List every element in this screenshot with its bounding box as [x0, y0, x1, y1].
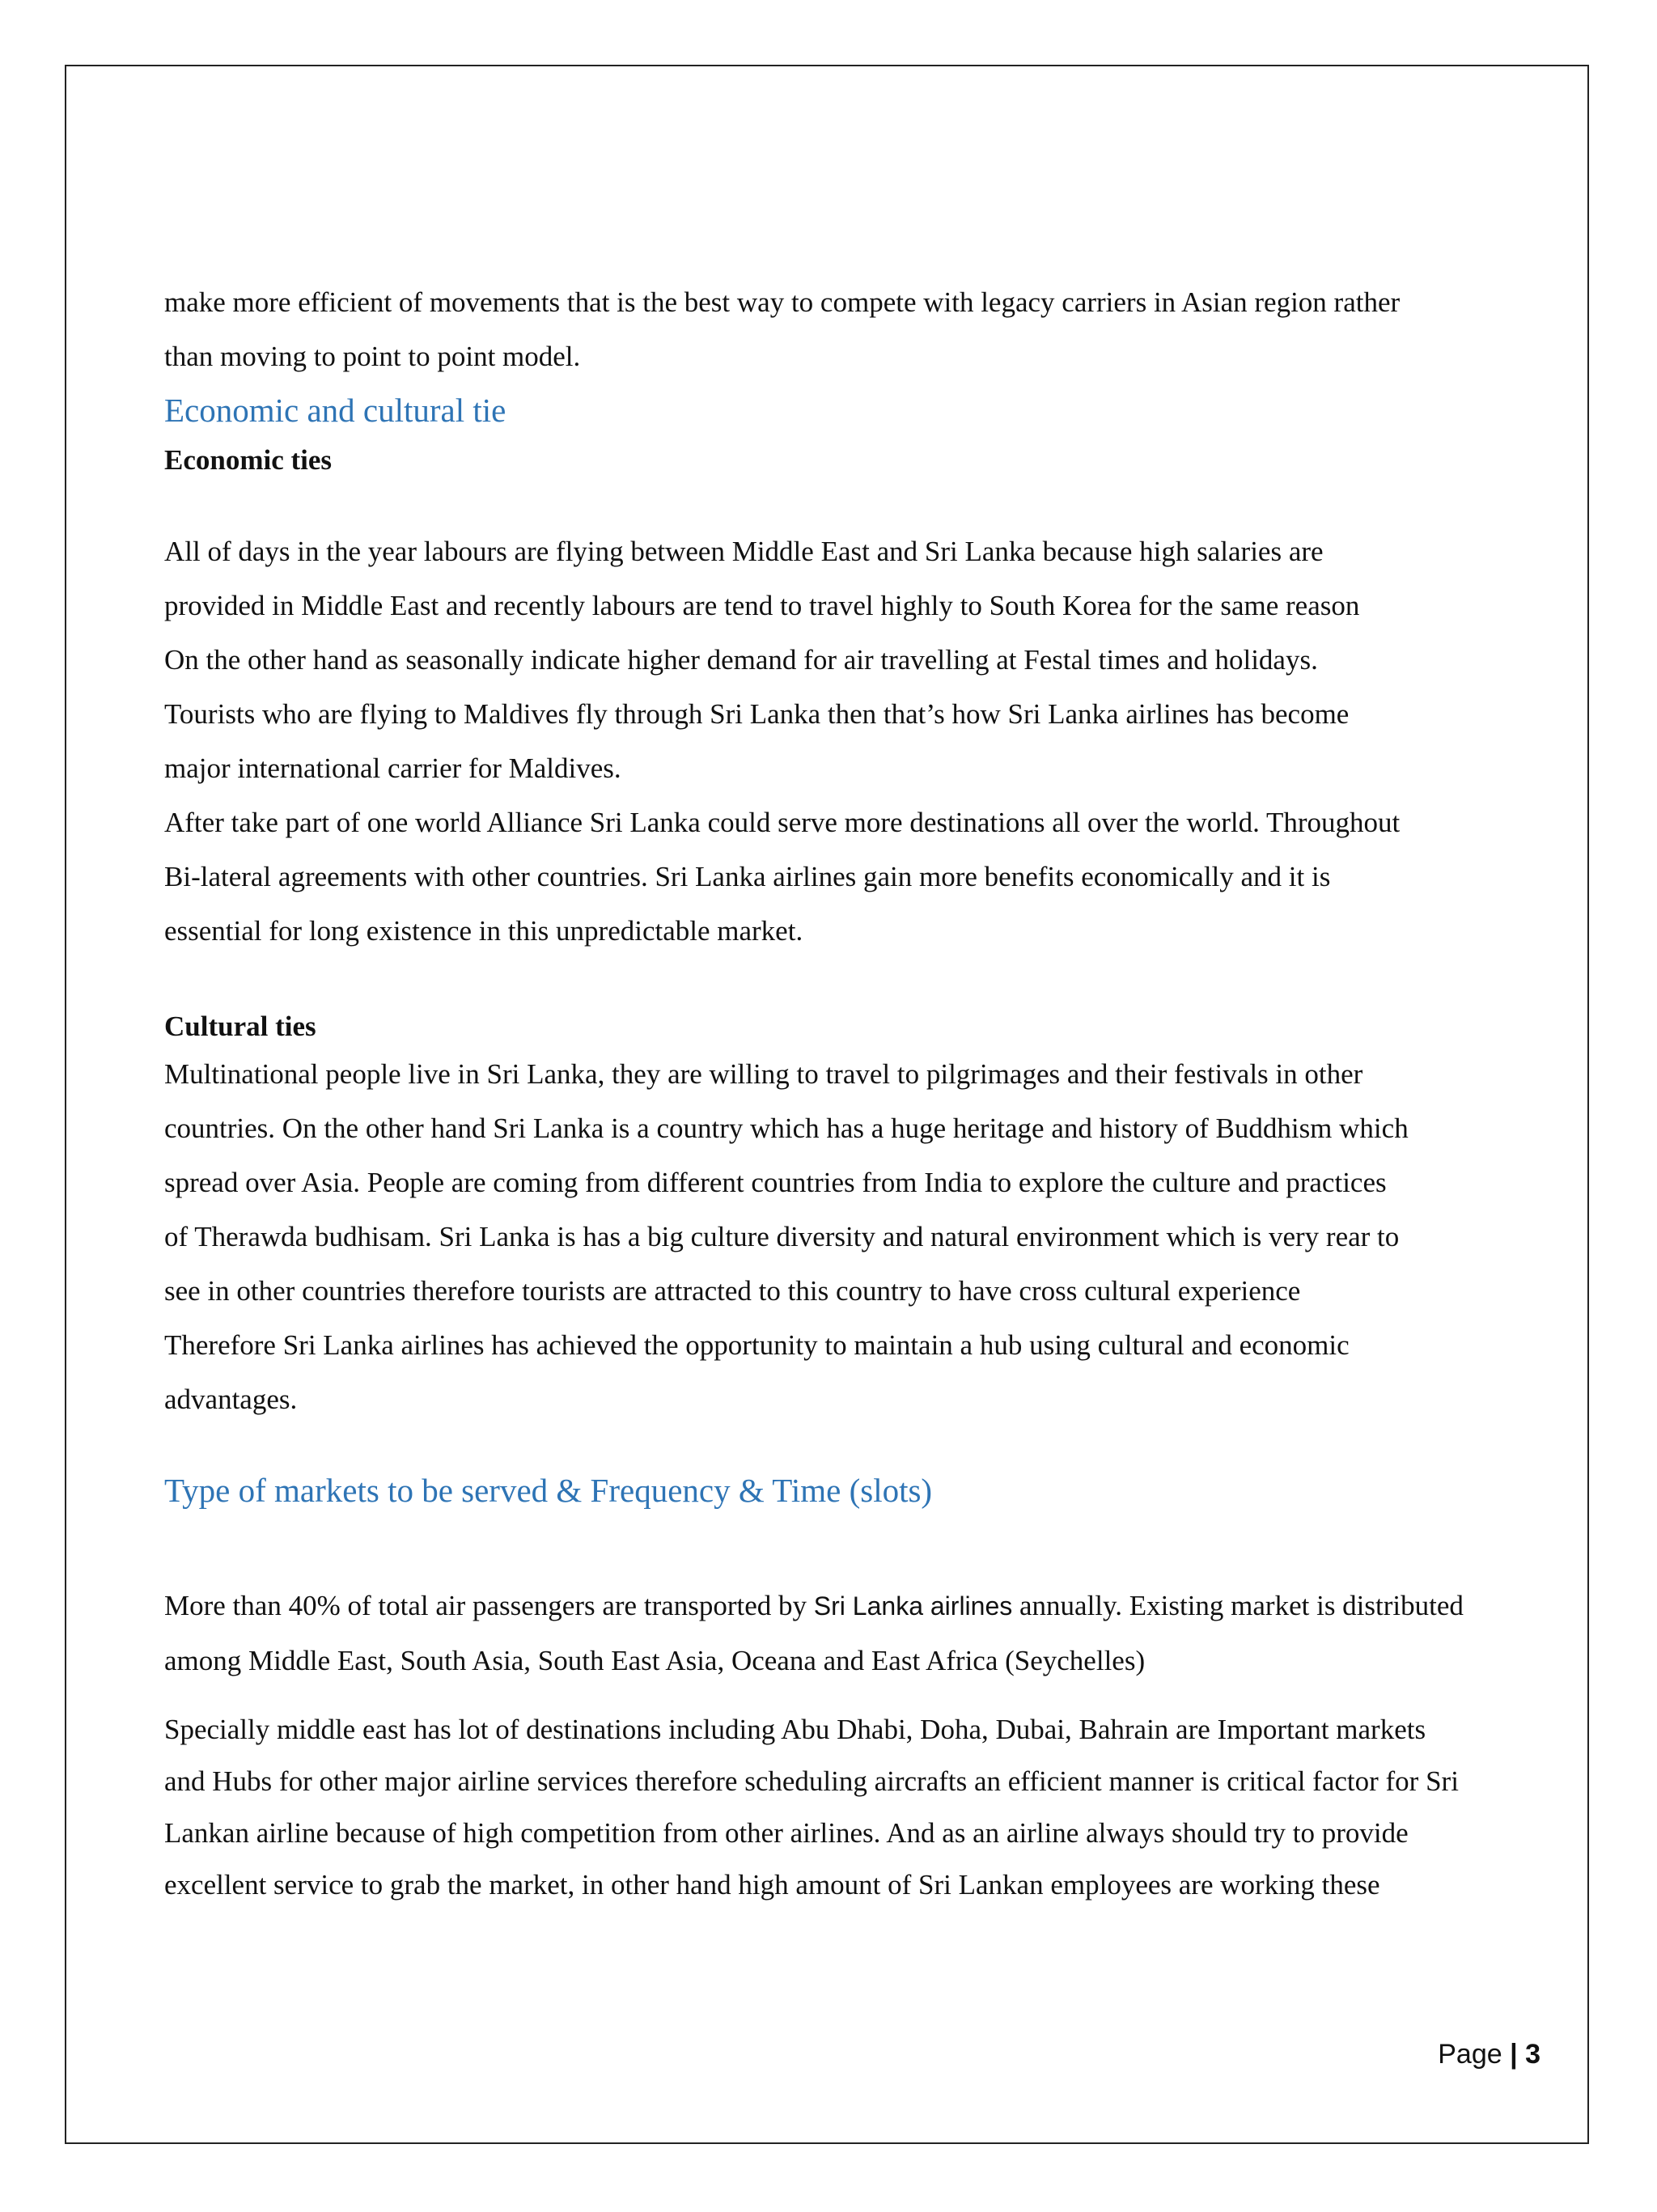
text-line: among Middle East, South Asia, South East Asia, Oceana and East Africa (Seychelles) [164, 1645, 1146, 1676]
text-line: Specially middle east has lot of destinations including Abu Dhabi, Doha, Dubai, Bahrain are Important markets [164, 1714, 1426, 1745]
text-line: Multinational people live in Sri Lanka, they are willing to travel to pilgrimages and their festivals in other [164, 1058, 1363, 1090]
text-line: Lankan airline because of high competition from other airlines. And as an airline always should try to provide [164, 1817, 1409, 1849]
text-run: annually. Existing market is distributed [1012, 1590, 1464, 1621]
page-number: 3 [1525, 2039, 1540, 2070]
page-footer [1438, 2039, 1540, 2070]
section-heading-markets: Type of markets to be served & Frequency & Time (slots) [164, 1472, 933, 1509]
document-body [164, 275, 1540, 1911]
section-heading-economic-cultural: Economic and cultural tie [164, 392, 506, 429]
text-run-sans: Sri Lanka airlines [813, 1591, 1013, 1621]
subheading-economic-ties: Economic ties [164, 444, 333, 476]
markets-paragraph-1 [164, 1578, 1540, 1688]
cultural-ties-paragraph [164, 1047, 1540, 1426]
text-line: Tourists who are flying to Maldives fly through Sri Lanka then that’s how Sri Lanka airlines has become [164, 698, 1350, 730]
page-separator: | [1510, 2039, 1518, 2070]
text-line: provided in Middle East and recently labours are tend to travel highly to South Korea for the same reason [164, 590, 1360, 621]
text-line: and Hubs for other major airline services therefore scheduling aircrafts an efficient manner is critical factor for Sri [164, 1765, 1459, 1797]
subheading-cultural-ties: Cultural ties [164, 1011, 316, 1042]
text-line: Therefore Sri Lanka airlines has achieved the opportunity to maintain a hub using cultural and economic [164, 1329, 1350, 1361]
text-line: make more efficient of movements that is the best way to compete with legacy carriers in Asian region rather [164, 286, 1401, 318]
text-line: Bi-lateral agreements with other countries. Sri Lanka airlines gain more benefits economically and it is [164, 861, 1331, 892]
text-line: essential for long existence in this unpredictable market. [164, 915, 803, 947]
text-line: After take part of one world Alliance Sri Lanka could serve more destinations all over the world. Throughout [164, 807, 1401, 838]
text-line: countries. On the other hand Sri Lanka is a country which has a huge heritage and history of Buddhism which [164, 1112, 1409, 1144]
page-label: Page [1438, 2039, 1502, 2070]
text-line: advantages. [164, 1384, 298, 1415]
text-line: All of days in the year labours are flying between Middle East and Sri Lanka because high salaries are [164, 536, 1324, 567]
text-line: see in other countries therefore tourists are attracted to this country to have cross cultural experience [164, 1275, 1301, 1307]
text-line: spread over Asia. People are coming from different countries from India to explore the culture and practices [164, 1167, 1387, 1198]
economic-ties-paragraph [164, 524, 1540, 958]
text-line: major international carrier for Maldives. [164, 752, 621, 784]
text-line: On the other hand as seasonally indicate higher demand for air travelling at Festal times and holidays. [164, 644, 1318, 676]
text-line: of Therawda budhisam. Sri Lanka is has a big culture diversity and natural environment which is very rear to [164, 1221, 1400, 1252]
intro-paragraph [164, 275, 1540, 383]
text-run: More than 40% of total air passengers are transported by [164, 1590, 814, 1621]
text-line: than moving to point to point model. [164, 341, 581, 372]
text-line [164, 1578, 1540, 1634]
markets-paragraph-2 [164, 1704, 1540, 1911]
text-line: excellent service to grab the market, in other hand high amount of Sri Lankan employees are working these [164, 1869, 1380, 1901]
